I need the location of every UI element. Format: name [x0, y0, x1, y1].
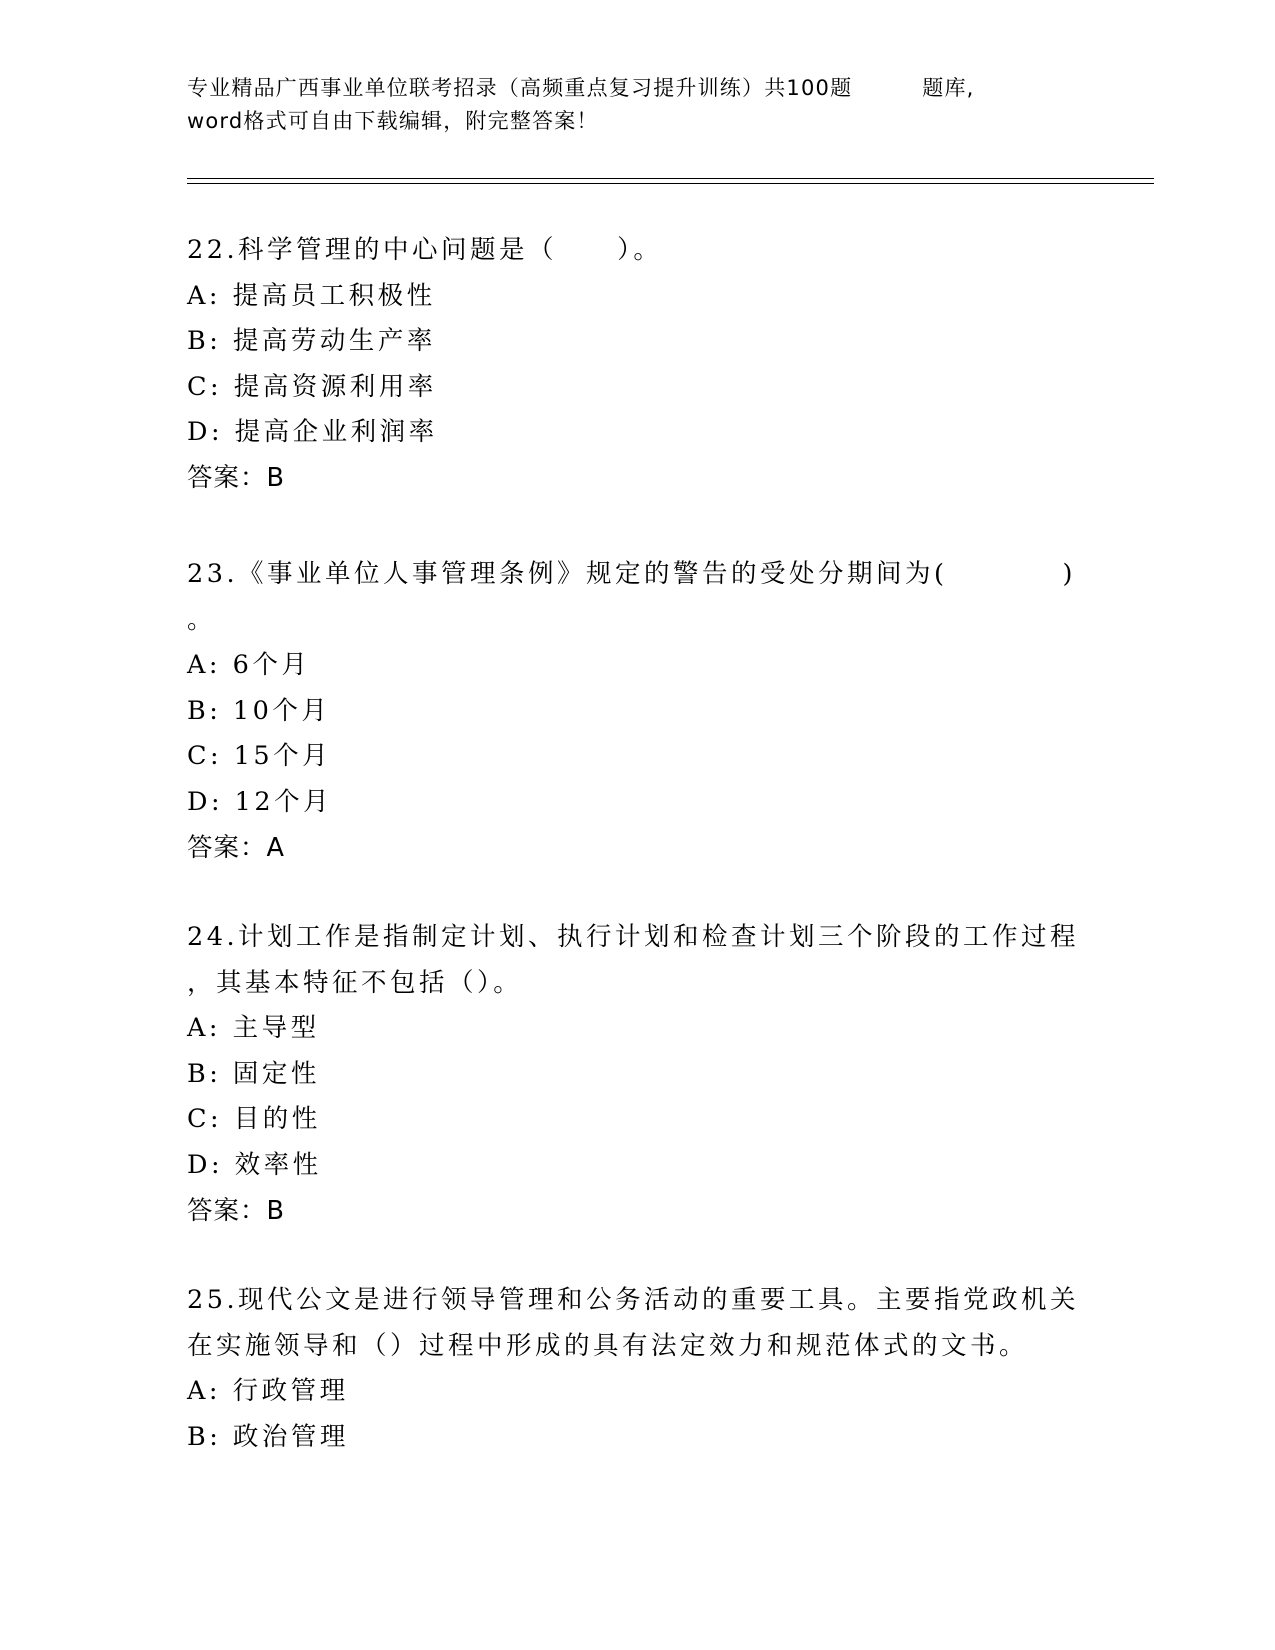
option-b: B: 固定性	[187, 1058, 320, 1089]
question-stem: 24.计划工作是指制定计划、执行计划和检查计划三个阶段的工作过程	[187, 922, 1080, 952]
option-c: C: 目的性	[187, 1104, 321, 1135]
question-25	[187, 1278, 1087, 1460]
option-b: B: 政治管理	[187, 1421, 349, 1452]
option-b: B: 10个月	[187, 695, 331, 726]
option-c: C: 15个月	[187, 741, 332, 772]
question-stem: 22.科学管理的中心问题是（ ）。	[187, 235, 663, 265]
option-a: A: 6个月	[187, 650, 311, 681]
answer: 答案：A	[187, 832, 285, 863]
option-d: D: 12个月	[187, 786, 333, 817]
option-c: C: 提高资源利用率	[187, 371, 437, 402]
answer: 答案：B	[187, 462, 285, 493]
header-divider-top	[187, 178, 1154, 179]
option-a: A: 提高员工积极性	[187, 280, 436, 311]
question-stem-line-2: ，其基本特征不包括（）。	[187, 967, 523, 998]
header-line-2: word格式可自由下载编辑，附完整答案！	[187, 109, 599, 133]
question-24	[187, 915, 1087, 1234]
question-23	[187, 552, 1087, 871]
answer: 答案：B	[187, 1195, 285, 1226]
question-stem: 23.《事业单位人事管理条例》规定的警告的受处分期间为( )	[187, 559, 1076, 589]
option-a: A: 主导型	[187, 1013, 320, 1044]
header-divider-bottom	[187, 183, 1154, 184]
question-stem: 25.现代公文是进行领导管理和公务活动的重要工具。主要指党政机关	[187, 1285, 1080, 1315]
option-d: D: 效率性	[187, 1149, 322, 1180]
question-stem-line-2: 在实施领导和（）过程中形成的具有法定效力和规范体式的文书。	[187, 1330, 1029, 1361]
option-b: B: 提高劳动生产率	[187, 326, 436, 357]
option-a: A: 行政管理	[187, 1376, 349, 1407]
question-stem-line-2: 。	[187, 604, 217, 635]
option-d: D: 提高企业利润率	[187, 417, 438, 448]
page-header	[187, 72, 1057, 138]
question-22	[187, 228, 1087, 502]
header-line-1: 专业精品广西事业单位联考招录（高频重点复习提升训练）共100题 题库,	[187, 76, 975, 100]
